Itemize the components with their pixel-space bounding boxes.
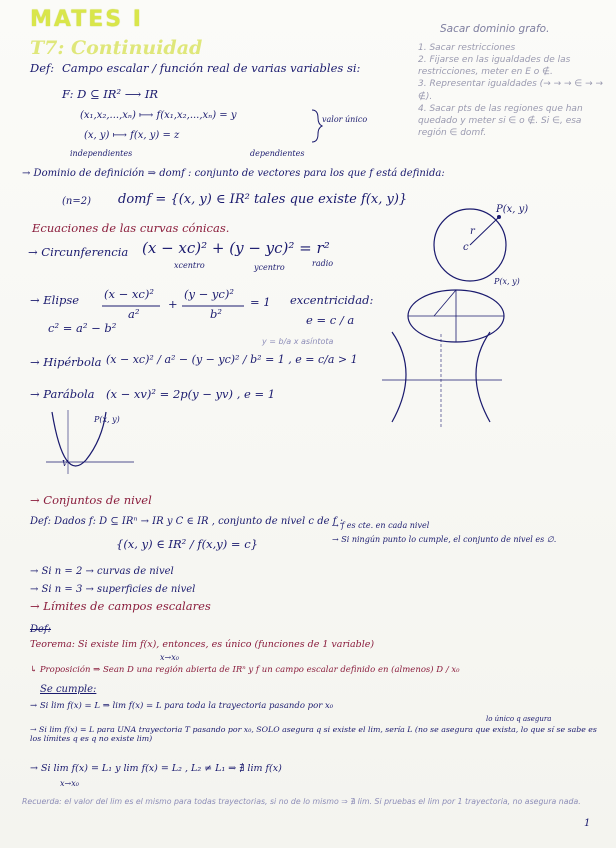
parabola-diagram [46, 410, 136, 476]
definition-line1: (x₁,x₂,...,xₙ) ⟼ f(x₁,x₂,...,xₙ) = y [80, 110, 237, 121]
side-note-step: 4. Sacar pts de las regiones que han quedado y meter si ∈ o ∉. Si ∈, esa región ∈ domf. [418, 103, 583, 138]
circle-c-label: c [463, 242, 469, 253]
theorem-subscript: x→x₀ [160, 653, 179, 662]
level-sets-n2: → Si n = 2 → curvas de nivel [30, 566, 174, 577]
page-title: MATES I [30, 7, 143, 32]
independientes-note: independientes [70, 149, 133, 158]
hyperbola-asymptote-note: y = b/a x asíntota [262, 337, 334, 346]
ellipse-den1: a² [128, 307, 140, 321]
side-note-steps [418, 42, 608, 139]
level-sets-heading: → Conjuntos de nivel [30, 493, 152, 507]
circle-note-x: xcentro [174, 261, 205, 270]
parabola-vertex-label: V [62, 459, 68, 468]
side-note-step: 3. Representar igualdades (→ → → ∈ → → ∉). [418, 79, 604, 102]
side-note-step: 2. Fijarse en las igualdades de las restricciones, meter en E o ∉. [418, 55, 571, 78]
level-sets-definition: Def: Dados f: D ⊆ IRⁿ → IR y C ∈ IR , conjunto de nivel c de f : [30, 516, 343, 527]
parabola-point-label: P(x, y) [94, 415, 120, 424]
circle-r-label: r [470, 226, 475, 237]
hyperbola-diagram [372, 322, 512, 432]
side-note-heading: Sacar dominio grafo. [440, 23, 550, 35]
side-note-step: 1. Sacar restricciones [418, 43, 516, 53]
se-cumple: Se cumple: [40, 684, 97, 695]
level-sets-note-1: → f es cte. en cada nivel [332, 521, 430, 530]
parabola-equation: (x − xv)² = 2p(y − yv) , e = 1 [106, 387, 276, 401]
ellipse-num1: (x − xc)² [104, 287, 154, 301]
ellipse-point-label: P(x, y) [494, 277, 520, 286]
page-number: 1 [584, 818, 591, 829]
ellipse-relation: c² = a² − b² [48, 321, 117, 335]
dependientes-note: dependientes [250, 149, 305, 158]
circle-label: → Circunferencia [28, 245, 129, 259]
ellipse-rhs: = 1 [250, 295, 271, 309]
definition-label: Def: [30, 61, 55, 75]
definition-line2: (x, y) ⟼ f(x, y) = z [84, 130, 180, 141]
ellipse-ecc-label: excentricidad: [290, 293, 374, 307]
struck-def: Def: [30, 624, 52, 635]
limit-condition-3-subscript: x→x₀ [60, 779, 79, 788]
hyperbola-equation: (x − xc)² / a² − (y − yc)² / b² = 1 , e = c/a > 1 [106, 353, 358, 366]
domain-formula: domf = {(x, y) ∈ IR² tales que existe f(x, y)} [118, 192, 408, 207]
ellipse-den2: b² [210, 307, 222, 321]
definition-text: Campo escalar / función real de varias variables si: [62, 61, 361, 75]
limit-condition-2-extra: lo único q asegura [486, 715, 552, 723]
proposition: ↳ Proposición ⇒ Sean D una región abierta de IRⁿ y f un campo escalar definido en (almenos) D / x₀ [30, 665, 460, 675]
final-note: Recuerda: el valor del lim es el mismo para todas trayectorias, si no de lo mismo ⇒ ∄ lim. Si pruebas el lim por 1 trayectoria, no asegura nada. [22, 797, 581, 806]
circle-point-label: P(x, y) [496, 204, 529, 215]
level-sets-n3: → Si n = 3 → superficies de nivel [30, 584, 196, 595]
ellipse-label: → Elipse [30, 293, 80, 307]
ellipse-ecc: e = c / a [306, 313, 355, 327]
limit-condition-3: → Si lim f(x) = L₁ y lim f(x) = L₂ , L₂ ≠ L₁ ⇒ ∄ lim f(x) [30, 763, 282, 774]
limit-condition-2: → Si lim f(x) = L para UNA trayectoria T pasando por x₀, SOLO asegura q si existe el lim, sería L (no se asegura que exista, lo que sí se sabe es los límites q es q no existe lim) [30, 725, 597, 743]
topic-subtitle: T7: Continuidad [30, 37, 203, 59]
valor-unico-note: valor único [322, 115, 368, 124]
hyperbola-label: → Hipérbola [30, 355, 102, 369]
ellipse-num2: (y − yc)² [184, 287, 234, 301]
domain-text: → Dominio de definición ⇒ domf : conjunto de vectores para los que f está definida: [22, 168, 445, 179]
level-sets-set: {(x, y) ∈ IR² / f(x,y) = c} [116, 537, 258, 551]
circle-note-y: ycentro [254, 263, 285, 272]
ellipse-fraction-bars [102, 304, 262, 308]
definition-mapping: F: D ⊆ IR² ⟶ IR [62, 87, 159, 101]
limits-heading: → Límites de campos escalares [30, 599, 211, 613]
level-sets-note-2: → Si ningún punto lo cumple, el conjunto de nivel es ∅. [332, 535, 557, 544]
limit-condition-1: → Si lim f(x) = L ⇒ lim f(x) = L para toda la trayectoria pasando por x₀ [30, 701, 334, 711]
theorem: Teorema: Si existe lim f(x), entonces, es único (funciones de 1 variable) [30, 639, 375, 650]
domain-case: (n=2) [62, 196, 91, 207]
circle-note-r: radio [312, 259, 334, 268]
ellipse-plus: + [168, 297, 178, 311]
circle-equation: (x − xc)² + (y − yc)² = r² [142, 239, 330, 257]
conics-heading: Ecuaciones de las curvas cónicas. [32, 221, 230, 235]
parabola-label: → Parábola [30, 387, 95, 401]
